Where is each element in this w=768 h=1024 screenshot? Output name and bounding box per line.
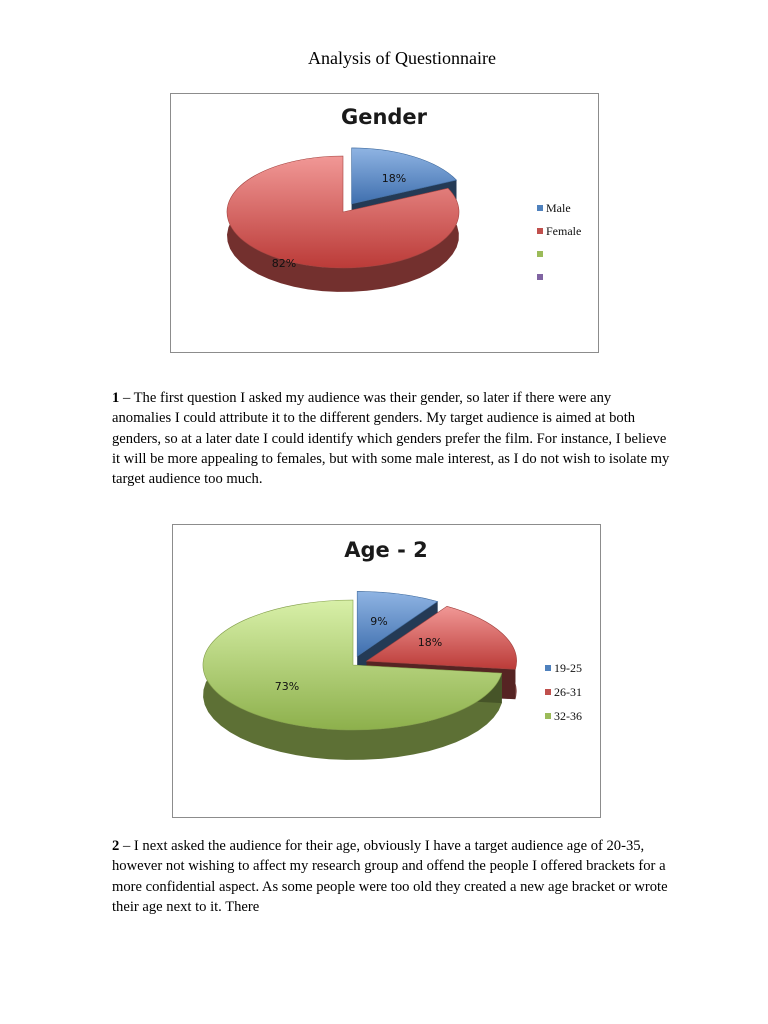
document-title: Analysis of Questionnaire: [308, 48, 496, 68]
legend-swatch: [545, 665, 551, 671]
legend-label: Female: [546, 224, 582, 238]
pie-data-label: 73%: [274, 680, 300, 693]
legend-label: 32-36: [554, 709, 582, 723]
paragraph-text: – The first question I asked my audience was their gender, so later if there were any anomalies I could attribute it to the different genders. My target audience is aimed at both genders, so at a later date I could identify which genders prefer the film. For instance, I believe it will be more appealing to females, but with some male interest, as I do not wish to isolate my target audience too much.: [112, 390, 670, 488]
legend-swatch: [537, 274, 543, 280]
legend-swatch: [545, 713, 551, 719]
legend-label: 19-25: [554, 661, 582, 675]
paragraph-number: 2: [112, 838, 120, 854]
age-pie-chart: [172, 524, 601, 818]
legend-label: Male: [546, 201, 571, 215]
chart-title: Gender: [340, 105, 428, 129]
paragraph-number: 1: [112, 390, 120, 406]
paragraph-gender: [112, 388, 672, 489]
pie-data-label: 9%: [370, 615, 388, 628]
legend-swatch: [537, 228, 543, 234]
paragraph-text: – I next asked the audience for their age, obviously I have a target audience age of 20-35, however not wishing to affect my research group and offend the people I offered brackets for a more confidential aspect. As some people were too old they created a new age bracket or wrote their age next to it. There: [112, 838, 668, 915]
legend-swatch: [537, 251, 543, 257]
pie-data-label: 18%: [417, 636, 443, 649]
chart-title: Age - 2: [344, 538, 428, 562]
pie-data-label: 82%: [271, 257, 297, 270]
gender-pie-chart-svg: [171, 94, 598, 352]
legend-label: 26-31: [554, 685, 582, 699]
legend-swatch: [545, 689, 551, 695]
age-pie-chart-svg: [173, 525, 600, 817]
gender-pie-chart: [170, 93, 599, 353]
paragraph-age: [112, 836, 672, 917]
pie-data-label: 18%: [381, 172, 407, 185]
legend-swatch: [537, 205, 543, 211]
